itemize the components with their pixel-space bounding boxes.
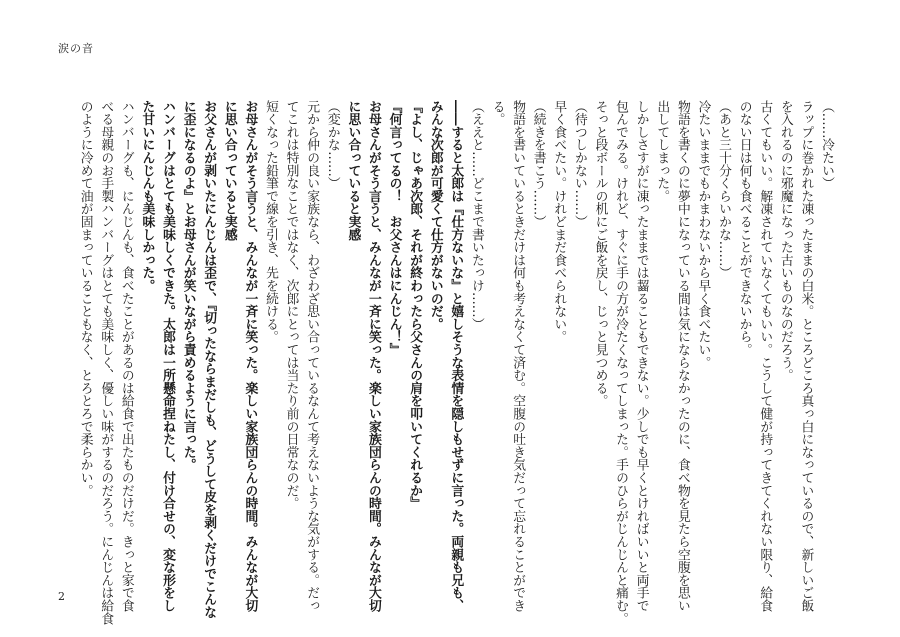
text-line: 出してしまった。 [654,100,670,203]
text-line: （ええと……どこまで書いたっけ……） [468,100,484,331]
text-line: のように冷めて油が固まっていることもなく、とろとろで柔らかい。 [77,100,93,497]
text-line: に歪になるのよ』とお母さんが笑いながら責めるように言った。 [180,100,196,472]
page-title: 涙の音 [58,42,94,55]
text-line: 短くなった鉛筆で線を引き、先を続ける。 [262,100,278,344]
text-line: べる母親のお手製ハンバーグはとても美味しく、優しい味がするのだろう。にんじんは給食 [98,100,114,625]
text-line: を入れるのに邪魔になった古いものなのだろう。 [777,100,793,382]
text-line: 包んでみる。けれど、すぐに手の方が冷たくなってしまった。手のひらがじんじんと痛む。 [613,100,629,625]
text-line: （変かな……） [324,100,340,190]
text-line: ラップに巻かれた凍ったままの白米。ところどころ真っ白になっているので、新しいご飯 [798,100,814,612]
text-line: 古くてもいい。解凍されていなくてもいい。こうして健が持ってきてくれない限り、給食 [757,100,773,612]
text-line: 元から仲の良い家族なら、わざわざ思い合っているなんて考えないような気がする。だっ [304,100,320,612]
text-line: に思い合っていると実感 [221,100,237,241]
text-line: みんな次郎が可愛くて仕方がないのだ。 [427,100,443,331]
text-line: そっと段ボールの机にご飯を戻し、じっと見つめる。 [592,100,608,408]
text-line: 冷たいままでもかまわないから早く食べたい。 [695,100,711,369]
text-line: （続きを書こう……） [530,100,546,228]
text-line: しかしさすがに凍ったままでは齧ることもできない。少しでも早くとければいいと両手で [633,100,649,612]
text-line: お母さんがそう言うと、みんなが一斉に笑った。楽しい家族団らんの時間。みんなが大切 [242,100,258,612]
text-line: 物語を書くのに夢中になっている間は気にならなかったのに、食べ物を見たら空腹を思い [674,100,690,612]
text-line: てこれは特別なことではなく、次郎にとっては当たり前の日常なのだ。 [283,100,299,510]
text-line: のない日は何も食べることができないから。 [736,100,752,356]
text-line: る。 [489,100,505,126]
text-line: 早く食べたい。けれどまだ食べられない。 [551,100,567,344]
text-line: （待つしかない……） [571,100,587,228]
text-line: に思い合っていると実感 [345,100,361,241]
text-line: ハンバーグも、にんじんも、食べたことがあるのは給食で出たものだけだ。きっと家で食 [118,100,134,612]
text-line: ――すると太郎は『仕方ないな』と嬉しそうな表情を隠しもせずに言った。両親も兄も、 [448,100,464,612]
text-line: （あと三十分くらいかな……） [716,100,732,280]
text-line: お父さんが剥いたにんじんは歪で、『切ったならまだしも、どうして皮を剥くだけでこんな [201,100,217,619]
novel-text-body [77,100,836,625]
text-line: 『よし、じゃあ次郎、それが終わったら父さんの肩を叩いてくれるか』 [407,100,423,510]
text-line: 『何言ってるの！ お父さんはにんじん！』 [386,100,402,356]
text-line: た甘いにんじんも美味しかった。 [139,100,155,292]
page-number: 2 [58,590,65,603]
text-line: お母さんがそう言うと、みんなが一斉に笑った。楽しい家族団らんの時間。みんなが大切 [365,100,381,612]
text-line: ハンバーグはとても美味しくできた。太郎は一所懸命捏ねたし、付け合せの、変な形をし [160,100,175,612]
text-line: （……冷たい） [819,100,834,190]
text-line: 物語を書いているときだけは何も考えなくて済む。空腹の吐き気だって忘れることができ [510,100,526,612]
